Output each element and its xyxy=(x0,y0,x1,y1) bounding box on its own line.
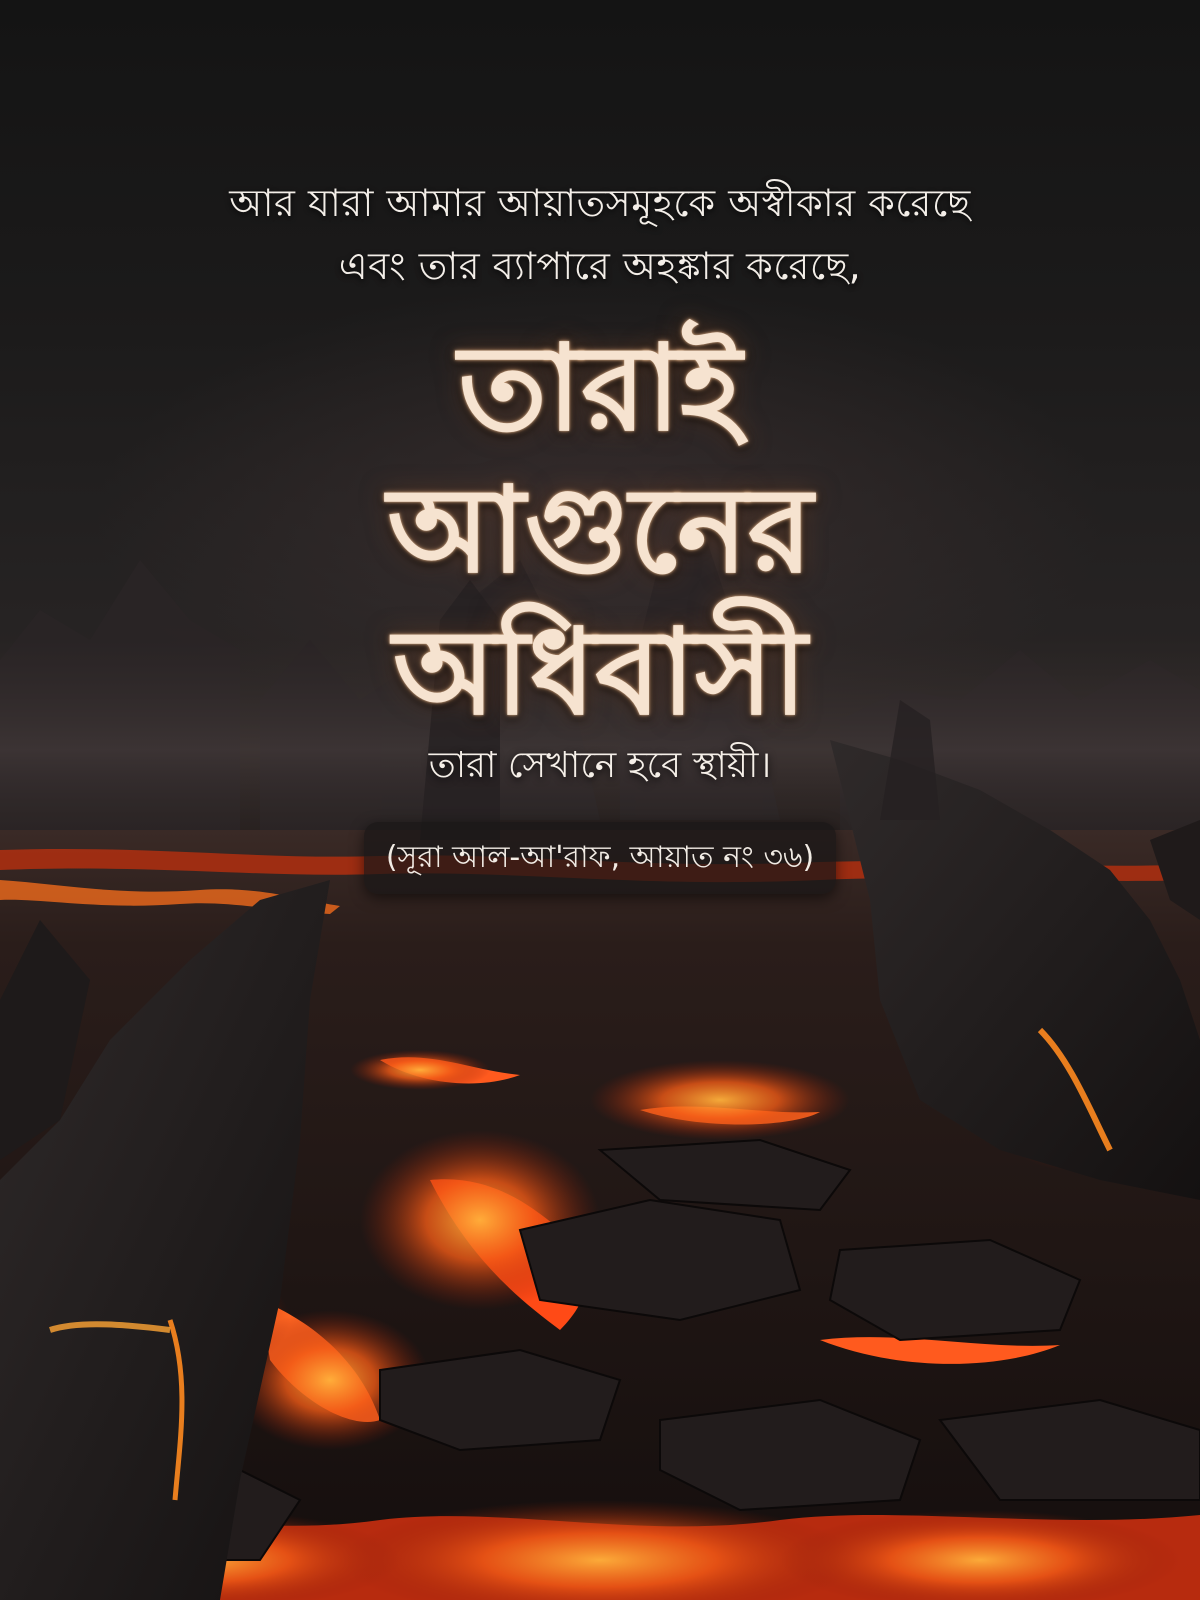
headline-line-1: তারাই xyxy=(458,318,742,457)
headline-line-3: অধিবাসী xyxy=(393,602,807,741)
reference-text: (সূরা আল-আ'রাফ, আয়াত নং ৩৬) xyxy=(385,840,815,875)
subline: তারা সেখানে হবে স্থায়ী। xyxy=(428,745,772,786)
intro-line-2: এবং তার ব্যাপারে অহঙ্কার করেছে, xyxy=(338,244,862,288)
intro-line-1: আর যারা আমার আয়াতসমূহকে অস্বীকার করেছে xyxy=(229,181,971,225)
headline-line-2: আগুনের xyxy=(387,460,813,599)
reference-badge xyxy=(364,822,836,894)
